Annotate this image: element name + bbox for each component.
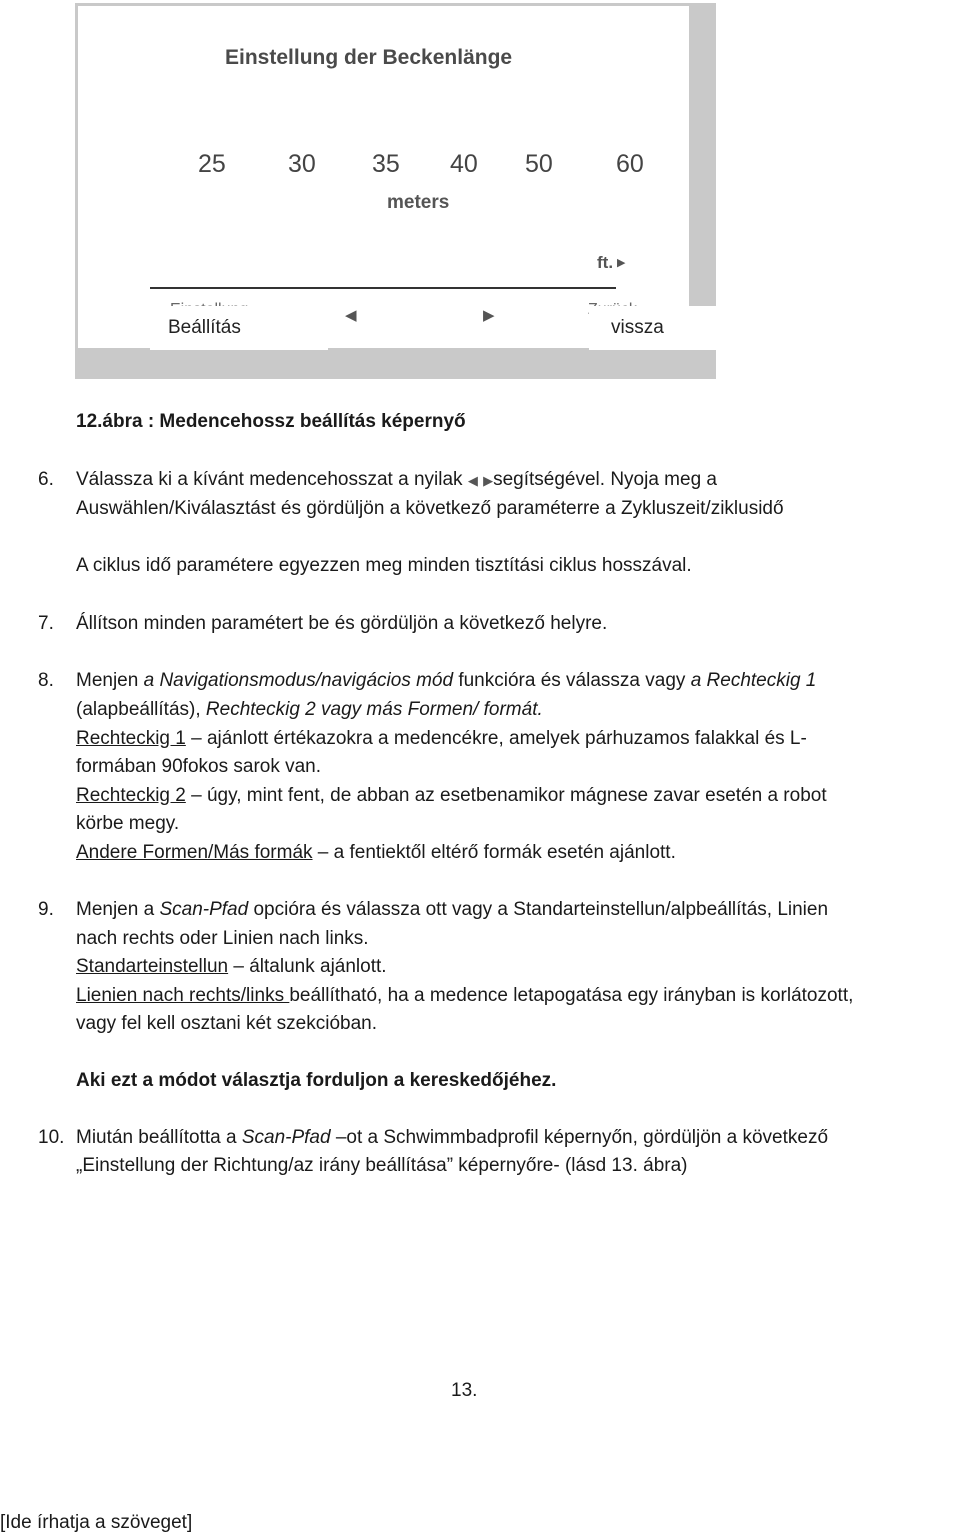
page-number: 13.	[451, 1380, 478, 1401]
length-option-50: 50	[525, 150, 553, 178]
item-10-line-1: Miután beállította a Scan-Pfad –ot a Schwimmbadprofil képernyőn, gördüljön a következő	[76, 1127, 829, 1148]
item-8-line-4: formában 90fokos sarok van.	[76, 756, 322, 777]
item-8-line-7: Andere Formen/Más formák – a fentiektől eltérő formák esetén ajánlott.	[76, 842, 676, 863]
figure-caption: 12.ábra : Medencehossz beállítás képernyő	[76, 411, 466, 432]
triangle-left-icon: ◀	[467, 473, 478, 488]
item-8-line-5: Rechteckig 2 – úgy, mint fent, de abban az esetbenamikor mágnese zavar esetén a robot	[76, 785, 827, 806]
item-6-line-1: Válassza ki a kívánt medencehosszat a nyilak ◀ ▶segítségével. Nyoja meg a	[76, 469, 717, 490]
item-8-line-3: Rechteckig 1 – ajánlott értékazokra a medencékre, amelyek párhuzamos falakkal és L-	[76, 728, 807, 749]
length-option-40: 40	[450, 150, 478, 178]
item-6-line-2: Auswählen/Kiválasztást és gördüljön a következő paraméterre a Zykluszeit/ziklusidő	[76, 498, 784, 519]
item-8-line-2: (alapbeállítás), Rechteckig 2 vagy más Formen/ formát.	[76, 699, 543, 720]
triangle-right-icon: ▶	[483, 473, 494, 488]
length-option-60: 60	[616, 150, 644, 178]
length-option-35: 35	[372, 150, 400, 178]
footer-placeholder[interactable]: [Ide írhatja a szöveget]	[0, 1512, 193, 1533]
device-screen	[78, 6, 689, 348]
triangle-left-icon: ◀	[345, 307, 357, 324]
ft-toggle	[597, 253, 626, 273]
item-8-line-6: körbe megy.	[76, 813, 180, 834]
item-9-note: Aki ezt a módot választja forduljon a kereskedőjéhez.	[76, 1070, 557, 1091]
item-7-line-1: Állítson minden paramétert be és gördüljön a következő helyre.	[76, 613, 608, 634]
length-option-25: 25	[198, 150, 226, 178]
item-number-9: 9.	[38, 899, 54, 920]
screen-title: Einstellung der Beckenlänge	[225, 46, 513, 69]
item-number-10: 10.	[38, 1127, 65, 1148]
item-number-8: 8.	[38, 670, 54, 691]
item-9-line-3: Standarteinstellun – általunk ajánlott.	[76, 956, 387, 977]
item-6-line-3: A ciklus idő paramétere egyezzen meg minden tisztítási ciklus hosszával.	[76, 555, 692, 576]
item-9-line-1: Menjen a Scan-Pfad opcióra és válassza ott vagy a Standarteinstellun/alpbeállítás, Linien	[76, 899, 829, 920]
back-button-label: vissza	[589, 306, 737, 350]
triangle-right-icon: ▶	[483, 307, 495, 324]
item-9-line-4: Lienien nach rechts/links beállítható, ha a medence letapogatása egy irányban is korlátozott,	[76, 985, 854, 1006]
unit-label: meters	[387, 192, 450, 213]
ft-label: ft.	[597, 253, 614, 272]
triangle-right-icon: ▶	[617, 257, 626, 269]
divider	[150, 287, 616, 289]
item-9-line-5: vagy fel kell osztani két szekcióban.	[76, 1013, 377, 1034]
item-10-line-2: „Einstellung der Richtung/az irány beállítása” képernyőre- (lásd 13. ábra)	[76, 1155, 688, 1176]
item-number-6: 6.	[38, 469, 54, 490]
settings-button-label: Beállítás	[150, 306, 328, 350]
item-9-line-2: nach rechts oder Linien nach links.	[76, 928, 369, 949]
item-8-line-1: Menjen a Navigationsmodus/navigácios mód funkcióra és válassza vagy a Rechteckig 1	[76, 670, 817, 691]
item-number-7: 7.	[38, 613, 54, 634]
length-option-30: 30	[288, 150, 316, 178]
figure-screenshot	[75, 3, 716, 379]
